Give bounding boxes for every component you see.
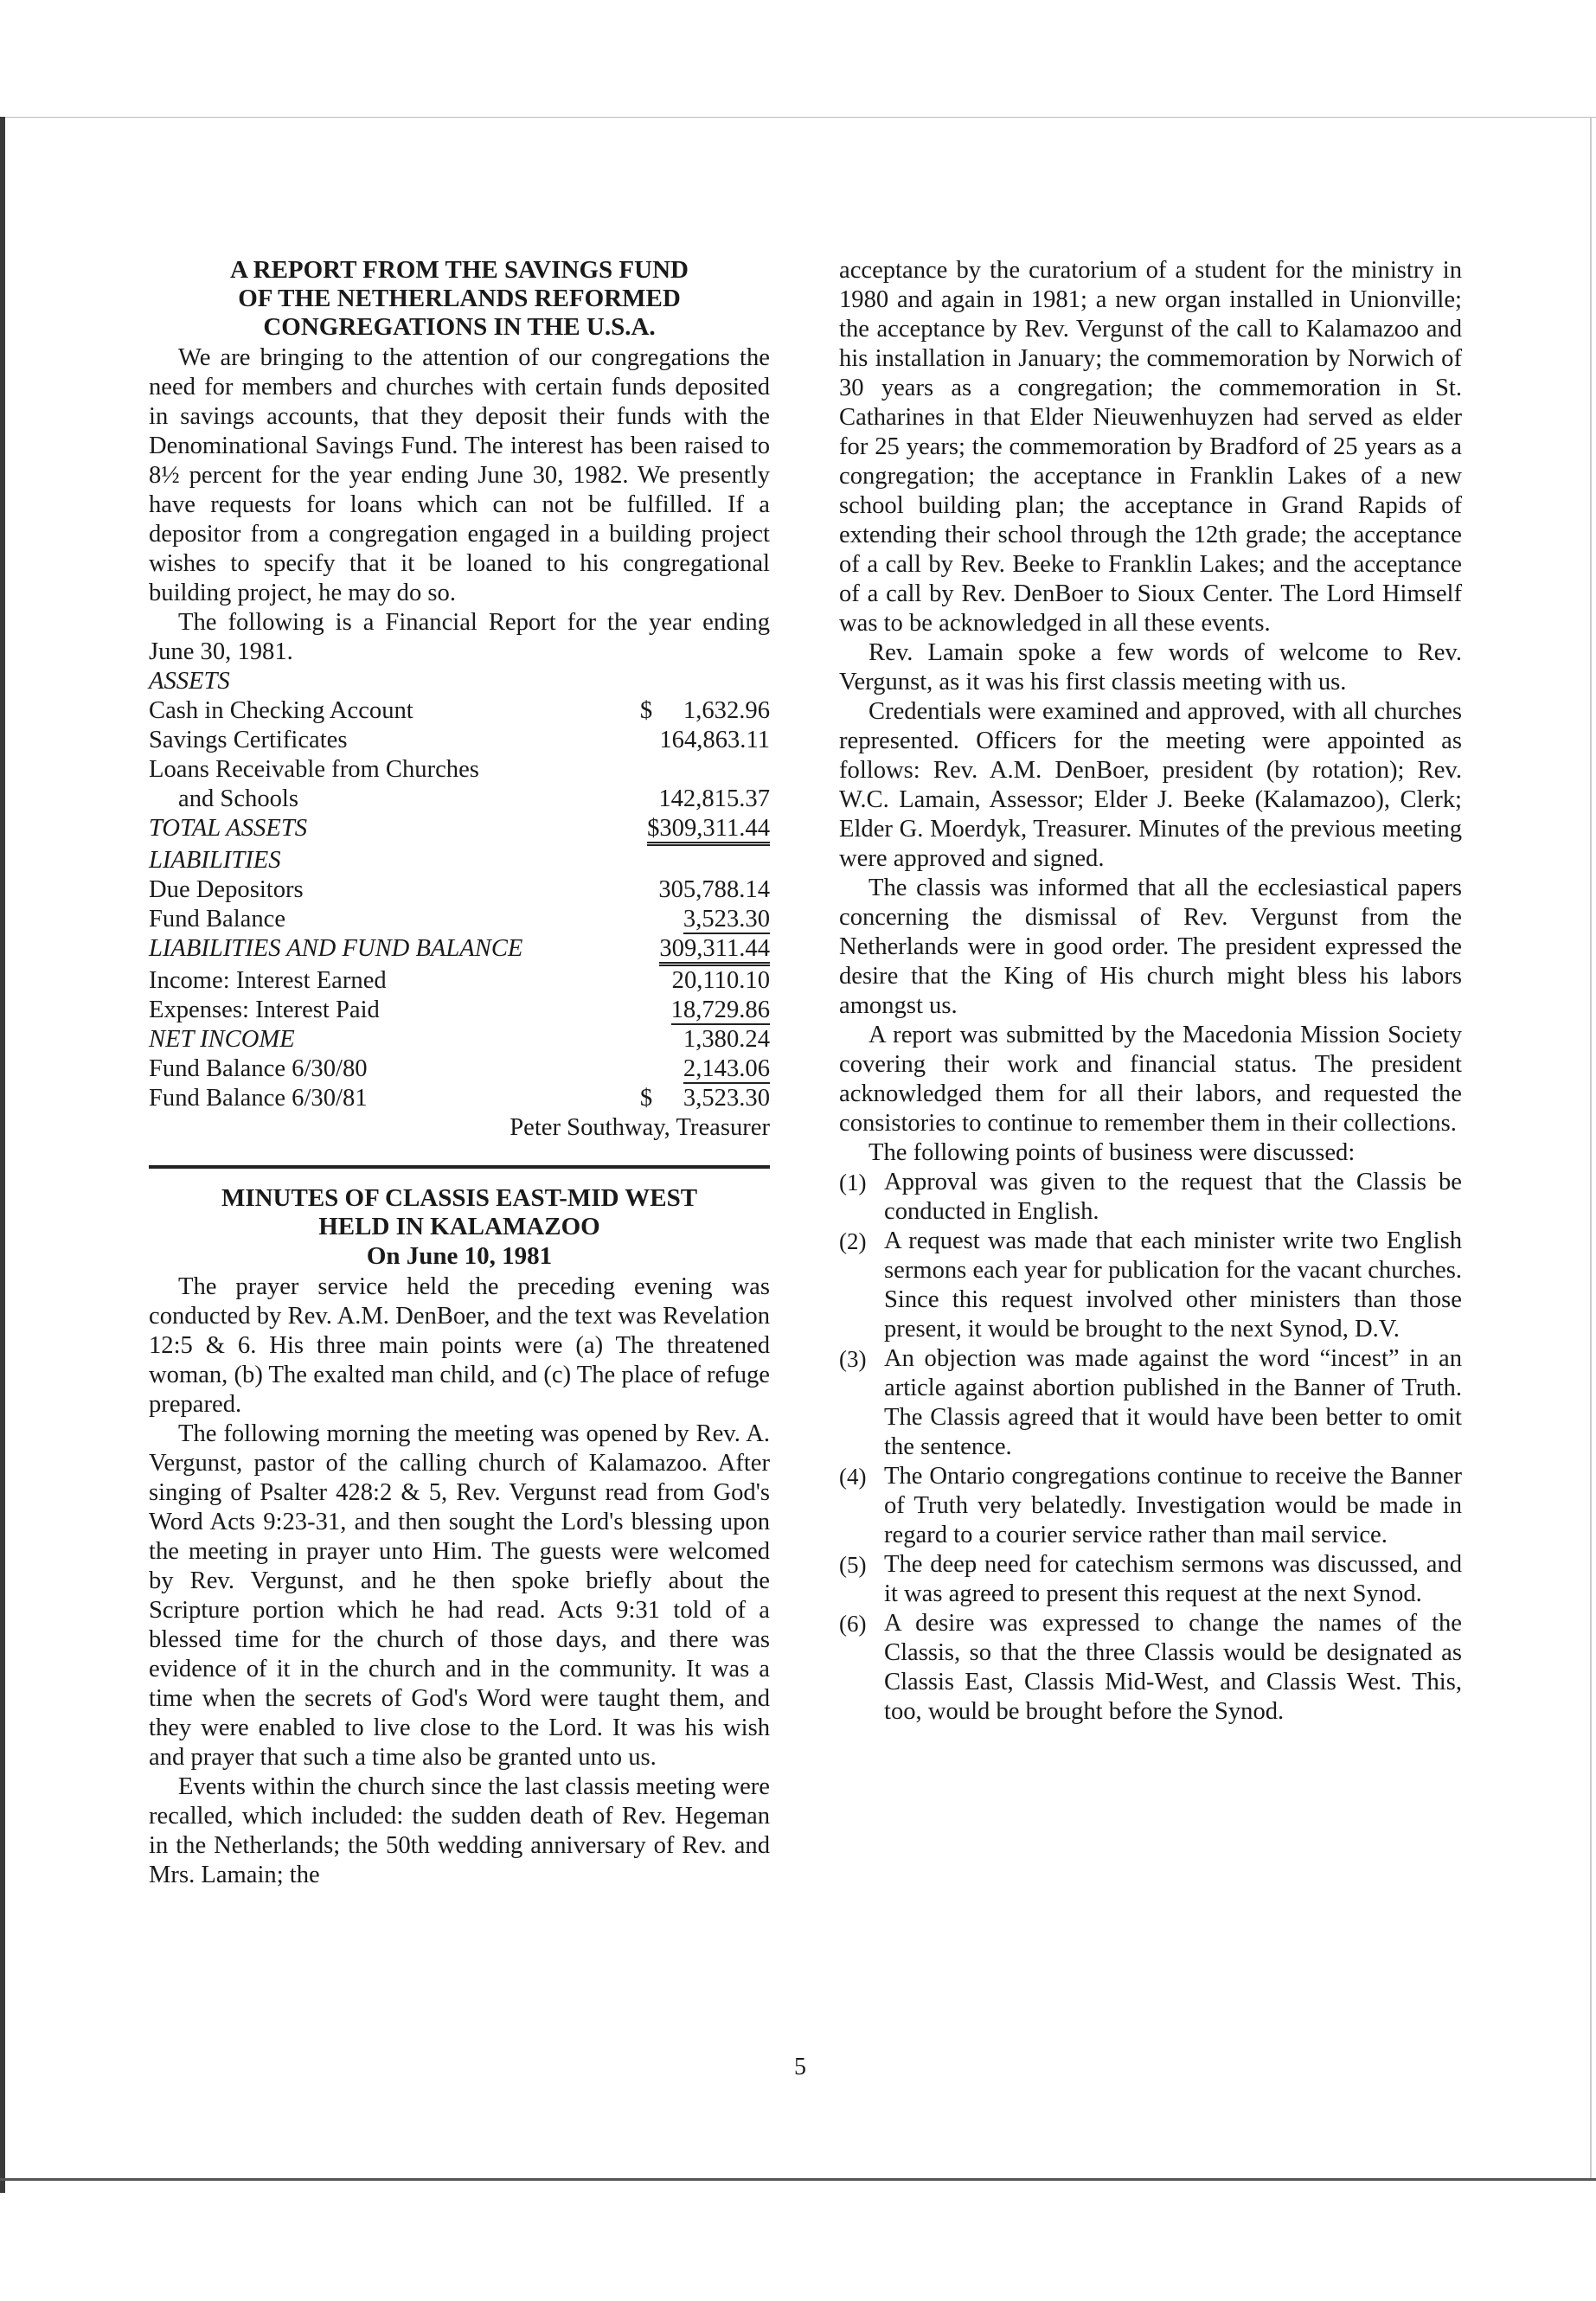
item-number: (4) [839,1464,867,1490]
fin-row-liabilities-fund [149,934,770,966]
fin-label: Fund Balance 6/30/81 [149,1085,368,1112]
fin-label: Loans Receivable from Churches [149,756,479,783]
fin-amount: 305,788.14 [658,876,770,903]
item-text: The deep need for catechism sermons was discussed, and it was agreed to present this request at the next Synod. [884,1551,1462,1607]
scan-edge-right [1590,117,1592,2180]
fin-label: Fund Balance [149,906,286,933]
savings-title-line: A REPORT FROM THE SAVINGS FUND [230,256,689,284]
item-text: Approval was given to the request that the Classis be conducted in English. [884,1169,1462,1225]
savings-report-title [149,256,770,342]
fin-amount: 3,523.30 [683,1085,770,1112]
minutes-paragraph: The classis was informed that all the ecclesiastical papers concerning the dismissal of Rev. Vergunst from the Netherlands were in good order. The president expressed the desire that the King of His church might bless his labors amongst us. [839,875,1462,1019]
fin-label: Savings Certificates [149,727,348,753]
fin-amount: $309,311.44 [647,816,770,846]
fin-amount: 2,143.06 [683,1055,770,1082]
item-number: (1) [839,1170,867,1195]
savings-title-line: CONGREGATIONS IN THE U.S.A. [263,313,656,341]
minutes-paragraph: Events within the church since the last classis meeting were recalled, which included: the sudden death of Rev. Hegeman in the Netherlands; the 50th wedding anniversary of Rev. and Mrs. Lamain; the [149,1773,770,1888]
liabilities-heading: LIABILITIES [149,847,281,874]
minutes-title-line: MINUTES OF CLASSIS EAST-MID WEST [221,1184,698,1212]
fin-label: NET INCOME [149,1026,295,1053]
fin-label: TOTAL ASSETS [149,815,308,842]
item-text: An objection was made against the word “incest” in an article against abortion published in the Banner of Truth. The Classis agreed that it would have been better to omit the sentence. [884,1345,1462,1460]
fin-row-net-income [149,1025,770,1054]
fin-row-cash [149,696,770,726]
minutes-paragraph: Rev. Lamain spoke a few words of welcome to Rev. Vergunst, as it was his first classis meeting with us. [839,639,1462,695]
financial-report [149,667,770,1143]
minutes-paragraph: Credentials were examined and approved, with all churches represented. Officers for the meeting were appointed as follows: Rev. A.M. DenBoer, president (by rotation); Rev. W.C. Lamain, Assessor; Elder J. Beeke (Kalamazoo), Clerk; Elder G. Moerdyk, Treasurer. Minutes of the previous meeting were approved and signed. [839,698,1462,872]
left-column [149,256,770,1890]
item-text: A desire was expressed to change the names of the Classis, so that the three Classis would be designated as Classis East, Classis Mid-West, and Classis West. This, too, would be brought before the Synod. [884,1610,1462,1725]
item-number: (2) [839,1228,867,1254]
fin-row-fund-balance-80 [149,1054,770,1084]
fin-amount: 20,110.10 [671,967,770,994]
section-divider [149,1165,770,1169]
fin-label: Expenses: Interest Paid [149,997,380,1023]
fin-row-fund-balance-81 [149,1084,770,1113]
minutes-paragraph: The prayer service held the preceding evening was conducted by Rev. A.M. DenBoer, and the text was Revelation 12:5 & 6. His three main points were (a) The threatened woman, (b) The exalted man child, and (c) The place of refuge prepared. [149,1273,770,1418]
fin-amount: 164,863.11 [659,727,770,753]
right-column [839,256,1462,1727]
scan-edge-top [5,117,1596,118]
fin-amount: 1,380.24 [683,1026,770,1053]
fin-label: Income: Interest Earned [149,967,387,994]
fin-label: LIABILITIES AND FUND BALANCE [149,935,523,962]
fin-label: Due Depositors [149,876,304,903]
fin-row-expenses [149,996,770,1025]
list-item [839,1168,1462,1227]
list-item [839,1344,1462,1462]
item-text: The Ontario congregations continue to receive the Banner of Truth very belatedly. Investigation would be made in regard to a courier service rather than mail service. [884,1463,1462,1548]
fin-label: Fund Balance 6/30/80 [149,1055,368,1082]
currency-symbol: $ [639,1085,653,1112]
fin-label: and Schools [178,785,298,812]
minutes-date: On June 10, 1981 [366,1242,553,1270]
currency-symbol: $ [639,697,653,724]
fin-amount: 1,632.96 [683,697,770,724]
assets-heading: ASSETS [149,668,230,695]
scan-edge-left [0,117,5,2193]
item-number: (5) [839,1552,867,1578]
fin-row-total-assets [149,814,770,846]
page-number: 5 [794,2054,806,2080]
fin-row-fund-balance [149,905,770,934]
fin-amount: 18,729.86 [670,997,770,1023]
fin-row-income [149,966,770,996]
list-item [839,1609,1462,1727]
minutes-title-line: HELD IN KALAMAZOO [318,1213,600,1240]
fin-label: Cash in Checking Account [149,697,413,724]
minutes-paragraph: acceptance by the curatorium of a student for the ministry in 1980 and again in 1981; a new organ installed in Unionville; the acceptance by Rev. Vergunst of the call to Kalamazoo and his installation in January; the commemoration by Norwich of 30 years as a congregation; the commemoration in St. Catharines in that Elder Nieuwenhuyzen had served as elder for 25 years; the commemoration by Bradford of 25 years as a congregation; the acceptance in Franklin Lakes of a new school building plan; the acceptance in Grand Rapids of extending their school through the 12th grade; the acceptance of a call by Rev. Beeke to Franklin Lakes; and the acceptance of a call by Rev. DenBoer to Sioux Center. The Lord Himself was to be acknowledged in all these events. [839,257,1462,637]
fin-value [640,1084,770,1113]
savings-paragraph: We are bringing to the attention of our congregations the need for members and churches with certain funds deposited in savings accounts, that they deposit their funds with the Denominational Savings Fund. The interest has been raised to 8½ percent for the year ending June 30, 1982. We presently have requests for loans which can not be fulfilled. If a depositor from a congregation engaged in a building project wishes to specify that it be loaned to his congregational building project, he may do so. [149,344,770,606]
list-item [839,1227,1462,1344]
fin-row-loans [149,785,770,814]
fin-row-due-depositors [149,875,770,905]
minutes-paragraph: A report was submitted by the Macedonia Mission Society covering their work and financial status. The president acknowledged them for all their labors, and requested the consistories to continue to remember them in their collections. [839,1022,1462,1137]
business-items-list [839,1168,1462,1727]
fin-amount: 309,311.44 [659,936,770,966]
item-number: (6) [839,1611,867,1637]
treasurer-signature: Peter Southway, Treasurer [510,1114,770,1141]
minutes-paragraph: The following morning the meeting was opened by Rev. A. Vergunst, pastor of the calling church of Kalamazoo. After singing of Psalter 428:2 & 5, Rev. Vergunst read from God's Word Acts 9:23-31, and then sought the Lord's blessing upon the meeting in prayer unto Him. The guests were welcomed by Rev. Vergunst, and he then spoke briefly about the Scripture portion which he had read. Acts 9:31 told of a blessed time for the church of those days, and there was evidence of it in the church and in the community. It was a time when the secrets of God's Word were taught them, and they were enabled to live close to the Lord. It was his wish and prayer that such a time also be granted unto us. [149,1420,770,1771]
fin-value [640,696,770,726]
list-item [839,1550,1462,1609]
fin-row-certificates [149,726,770,755]
savings-title-line: OF THE NETHERLANDS REFORMED [238,285,681,312]
fin-row-loans-label [149,755,770,785]
fin-amount: 3,523.30 [683,906,770,933]
item-number: (3) [839,1346,867,1372]
savings-paragraph: The following is a Financial Report for the year ending June 30, 1981. [149,609,770,665]
list-item [839,1462,1462,1550]
scan-edge-bottom [0,2178,1596,2181]
minutes-title [149,1184,770,1271]
minutes-paragraph: The following points of business were discussed: [869,1139,1356,1166]
fin-amount: 142,815.37 [658,785,770,812]
item-text: A request was made that each minister write two English sermons each year for publication for the vacant churches. Since this request involved other ministers than those present, it would be brought to the next Synod, D.V. [884,1227,1462,1343]
